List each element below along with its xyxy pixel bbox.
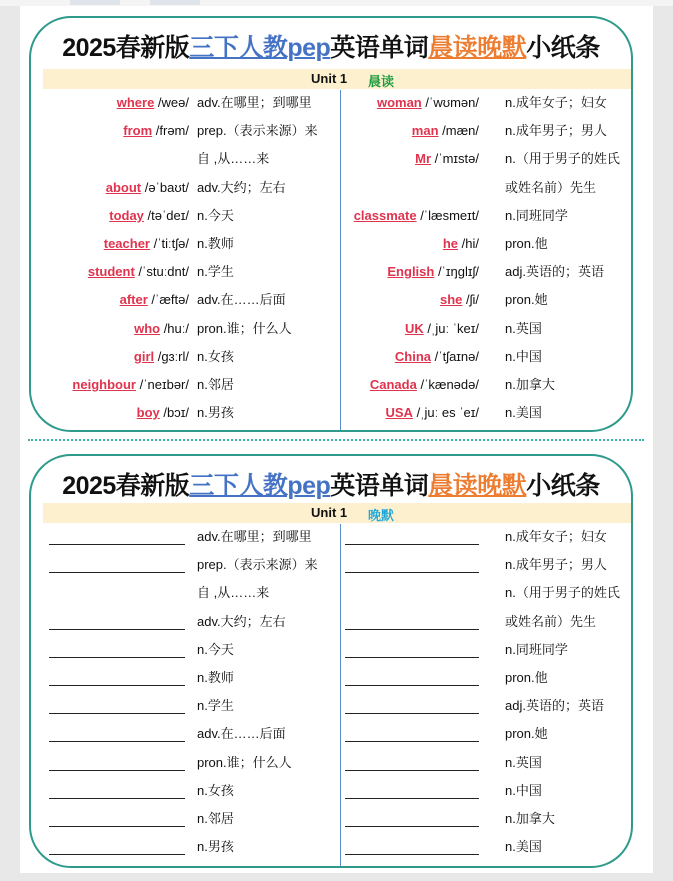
- answer-blank-line[interactable]: [345, 770, 479, 771]
- word-meaning: n.美国: [505, 839, 542, 855]
- word-meaning: n.男孩: [197, 405, 234, 421]
- session-label: 晚默: [368, 508, 395, 523]
- answer-blank-line[interactable]: [49, 572, 185, 573]
- word-meaning: n.女孩: [197, 348, 234, 364]
- toolbar-tab[interactable]: [150, 0, 200, 5]
- answer-blank-line[interactable]: [49, 854, 185, 855]
- title-prefix: 2025春新版: [62, 472, 190, 500]
- card-title: [31, 28, 631, 64]
- word-meaning: n.成年男子；男人: [505, 557, 607, 573]
- left-word-entry: [134, 348, 189, 370]
- answer-blank-line[interactable]: [345, 826, 479, 827]
- answer-blank-line[interactable]: [345, 657, 479, 658]
- word-meaning: n.男孩: [197, 839, 234, 855]
- right-word-entry: [405, 320, 479, 342]
- left-word-entry: [134, 320, 189, 342]
- word-meaning: n.教师: [197, 670, 234, 685]
- word-meaning: 或姓名前）先生: [505, 613, 597, 629]
- vocab-word: woman: [376, 95, 422, 110]
- word-meaning: n.成年女子；妇女: [505, 529, 607, 544]
- unit-label: Unit 1: [311, 505, 348, 520]
- vocab-word: UK: [405, 320, 424, 336]
- vocab-word: student: [87, 264, 135, 280]
- title-suffix: 小纸条: [526, 34, 600, 62]
- unit-header-bar: [43, 69, 633, 89]
- left-word-entry: [104, 235, 189, 257]
- answer-blank-line[interactable]: [345, 685, 479, 686]
- phonetic: /hi/: [458, 236, 479, 251]
- phonetic: /gɜːrl/: [154, 348, 189, 364]
- word-meaning: n.教师: [197, 236, 234, 251]
- left-word-entry: [137, 404, 189, 426]
- answer-blank-line[interactable]: [345, 713, 479, 714]
- session-label: 晨读: [368, 74, 395, 89]
- word-meaning: prep.（表示来源）来: [197, 123, 318, 139]
- word-meaning: pron.她: [505, 726, 548, 742]
- vocab-word: where: [116, 95, 155, 110]
- answer-blank-line[interactable]: [49, 741, 185, 742]
- right-word-entry: [412, 122, 479, 144]
- title-orange: 晨读晚默: [428, 472, 527, 500]
- left-word-entry: [72, 376, 189, 398]
- right-word-entry: [387, 263, 479, 285]
- left-word-entry: [120, 291, 189, 313]
- word-meaning: 自 ,从……来: [197, 151, 270, 167]
- column-divider: [340, 524, 341, 866]
- word-meaning: n.中国: [505, 348, 542, 364]
- word-meaning: adv.在……后面: [197, 292, 286, 308]
- word-meaning: n.英国: [505, 320, 542, 336]
- phonetic: /mæn/: [438, 123, 479, 139]
- right-word-entry: [440, 291, 479, 313]
- answer-blank-line[interactable]: [345, 741, 479, 742]
- phonetic: /ˈwʊmən/: [421, 95, 479, 110]
- answer-blank-line[interactable]: [49, 798, 185, 799]
- left-word-entry: [117, 94, 189, 116]
- word-meaning: pron.谁；什么人: [197, 320, 292, 336]
- word-meaning: n.今天: [197, 207, 234, 223]
- word-meaning: prep.（表示来源）来: [197, 557, 318, 573]
- right-word-entry: [354, 207, 479, 229]
- left-word-entry: [123, 122, 189, 144]
- word-meaning: adv.大约；左右: [197, 179, 286, 195]
- word-meaning: n.同班同学: [505, 641, 568, 657]
- phonetic: /huː/: [160, 320, 189, 336]
- right-word-entry: [395, 348, 479, 370]
- phonetic: /ˌjuː es ˈeɪ/: [412, 405, 479, 421]
- title-orange: 晨读晚默: [428, 34, 527, 62]
- right-word-entry: [443, 235, 479, 257]
- vocab-word: man: [411, 123, 439, 139]
- phonetic: /ˈæftə/: [147, 292, 189, 308]
- title-blue: 三下人教pep: [189, 34, 331, 62]
- vocab-word: Canada: [369, 377, 417, 392]
- word-meaning: pron.他: [505, 236, 548, 251]
- word-meaning: n.成年男子；男人: [505, 123, 607, 139]
- title-blue: 三下人教pep: [189, 472, 331, 500]
- right-word-entry: [415, 150, 479, 172]
- word-meaning: n.（用于男子的姓氏: [505, 585, 620, 601]
- phonetic: /əˈbaʊt/: [141, 179, 189, 195]
- toolbar-tab[interactable]: [70, 0, 120, 5]
- column-divider: [340, 90, 341, 430]
- phonetic: /ˈmɪstə/: [431, 151, 479, 167]
- word-meaning: n.中国: [505, 782, 542, 798]
- phonetic: /ˈtiːtʃə/: [149, 236, 189, 251]
- vocab-word: English: [387, 264, 435, 280]
- word-meaning: adv.大约；左右: [197, 613, 286, 629]
- answer-blank-line[interactable]: [49, 657, 185, 658]
- answer-blank-line[interactable]: [345, 798, 479, 799]
- word-meaning: n.美国: [505, 405, 542, 421]
- answer-blank-line[interactable]: [345, 544, 479, 545]
- answer-blank-line[interactable]: [49, 544, 185, 545]
- word-meaning: n.加拿大: [505, 811, 555, 826]
- title-middle: 英语单词: [330, 472, 429, 500]
- vocab-word: boy: [136, 405, 160, 421]
- phonetic: /ˈlæsmeɪt/: [416, 207, 479, 223]
- phonetic: /ʃi/: [462, 292, 479, 308]
- word-meaning: 或姓名前）先生: [505, 179, 597, 195]
- unit-header-bar: [43, 503, 633, 523]
- word-meaning: adj.英语的；英语: [505, 698, 604, 714]
- word-meaning: pron.谁；什么人: [197, 754, 292, 770]
- word-meaning: pron.他: [505, 670, 548, 685]
- title-prefix: 2025春新版: [62, 34, 190, 62]
- word-meaning: adv.在……后面: [197, 726, 286, 742]
- right-word-entry: [377, 94, 479, 116]
- answer-blank-line[interactable]: [345, 572, 479, 573]
- unit-label: Unit 1: [311, 71, 348, 86]
- phonetic: /təˈdeɪ/: [143, 207, 189, 223]
- evening-dictation-card: [29, 454, 633, 868]
- answer-blank-line[interactable]: [49, 826, 185, 827]
- answer-blank-line[interactable]: [345, 629, 479, 630]
- left-word-entry: [88, 263, 189, 285]
- vocab-word: USA: [385, 405, 413, 421]
- word-meaning: n.今天: [197, 641, 234, 657]
- answer-blank-line[interactable]: [49, 629, 185, 630]
- answer-blank-line[interactable]: [49, 713, 185, 714]
- left-word-entry: [106, 179, 189, 201]
- vocab-word: China: [394, 348, 432, 364]
- vocab-word: from: [123, 123, 153, 139]
- word-meaning: n.学生: [197, 264, 234, 280]
- phonetic: /ˈkænədə/: [416, 377, 479, 392]
- vocab-word: he: [442, 236, 459, 251]
- word-meaning: pron.她: [505, 292, 548, 308]
- phonetic: /ˈɪŋglɪʃ/: [434, 264, 479, 280]
- answer-blank-line[interactable]: [49, 685, 185, 686]
- word-meaning: n.加拿大: [505, 377, 555, 392]
- morning-reading-card: [29, 16, 633, 432]
- word-meaning: adv.在哪里；到哪里: [197, 95, 312, 110]
- word-meaning: n.邻居: [197, 377, 234, 392]
- answer-blank-line[interactable]: [49, 770, 185, 771]
- word-meaning: n.成年女子；妇女: [505, 95, 607, 110]
- phonetic: /ˌjuː ˈkeɪ/: [423, 320, 479, 336]
- vocab-word: neighbour: [72, 377, 136, 392]
- word-meaning: adj.英语的；英语: [505, 264, 604, 280]
- vocab-word: classmate: [353, 207, 417, 223]
- word-meaning: n.学生: [197, 698, 234, 714]
- phonetic: /bɔɪ/: [159, 405, 189, 421]
- answer-blank-line[interactable]: [345, 854, 479, 855]
- left-word-entry: [109, 207, 189, 229]
- word-meaning: n.英国: [505, 754, 542, 770]
- phonetic: /ˈtʃaɪnə/: [431, 348, 479, 364]
- cut-line: [28, 439, 644, 441]
- word-meaning: adv.在哪里；到哪里: [197, 529, 312, 544]
- word-meaning: n.女孩: [197, 782, 234, 798]
- right-word-entry: [370, 376, 479, 398]
- phonetic: /frəm/: [152, 123, 189, 139]
- title-suffix: 小纸条: [526, 472, 600, 500]
- word-meaning: n.（用于男子的姓氏: [505, 151, 620, 167]
- vocab-word: she: [439, 292, 463, 308]
- vocab-word: after: [119, 292, 148, 308]
- word-meaning: 自 ,从……来: [197, 585, 270, 601]
- vocab-word: today: [109, 207, 144, 223]
- phonetic: /ˈneɪbər/: [135, 377, 189, 392]
- vocab-word: girl: [133, 348, 155, 364]
- word-meaning: n.同班同学: [505, 207, 568, 223]
- title-middle: 英语单词: [330, 34, 429, 62]
- vocab-word: teacher: [103, 236, 150, 251]
- card-title: [31, 466, 631, 502]
- vocab-word: Mr: [415, 151, 432, 167]
- vocab-word: who: [134, 320, 161, 336]
- phonetic: /weə/: [154, 95, 189, 110]
- phonetic: /ˈstuːdnt/: [134, 264, 189, 280]
- right-word-entry: [386, 404, 480, 426]
- word-meaning: n.邻居: [197, 811, 234, 826]
- vocab-word: about: [105, 179, 142, 195]
